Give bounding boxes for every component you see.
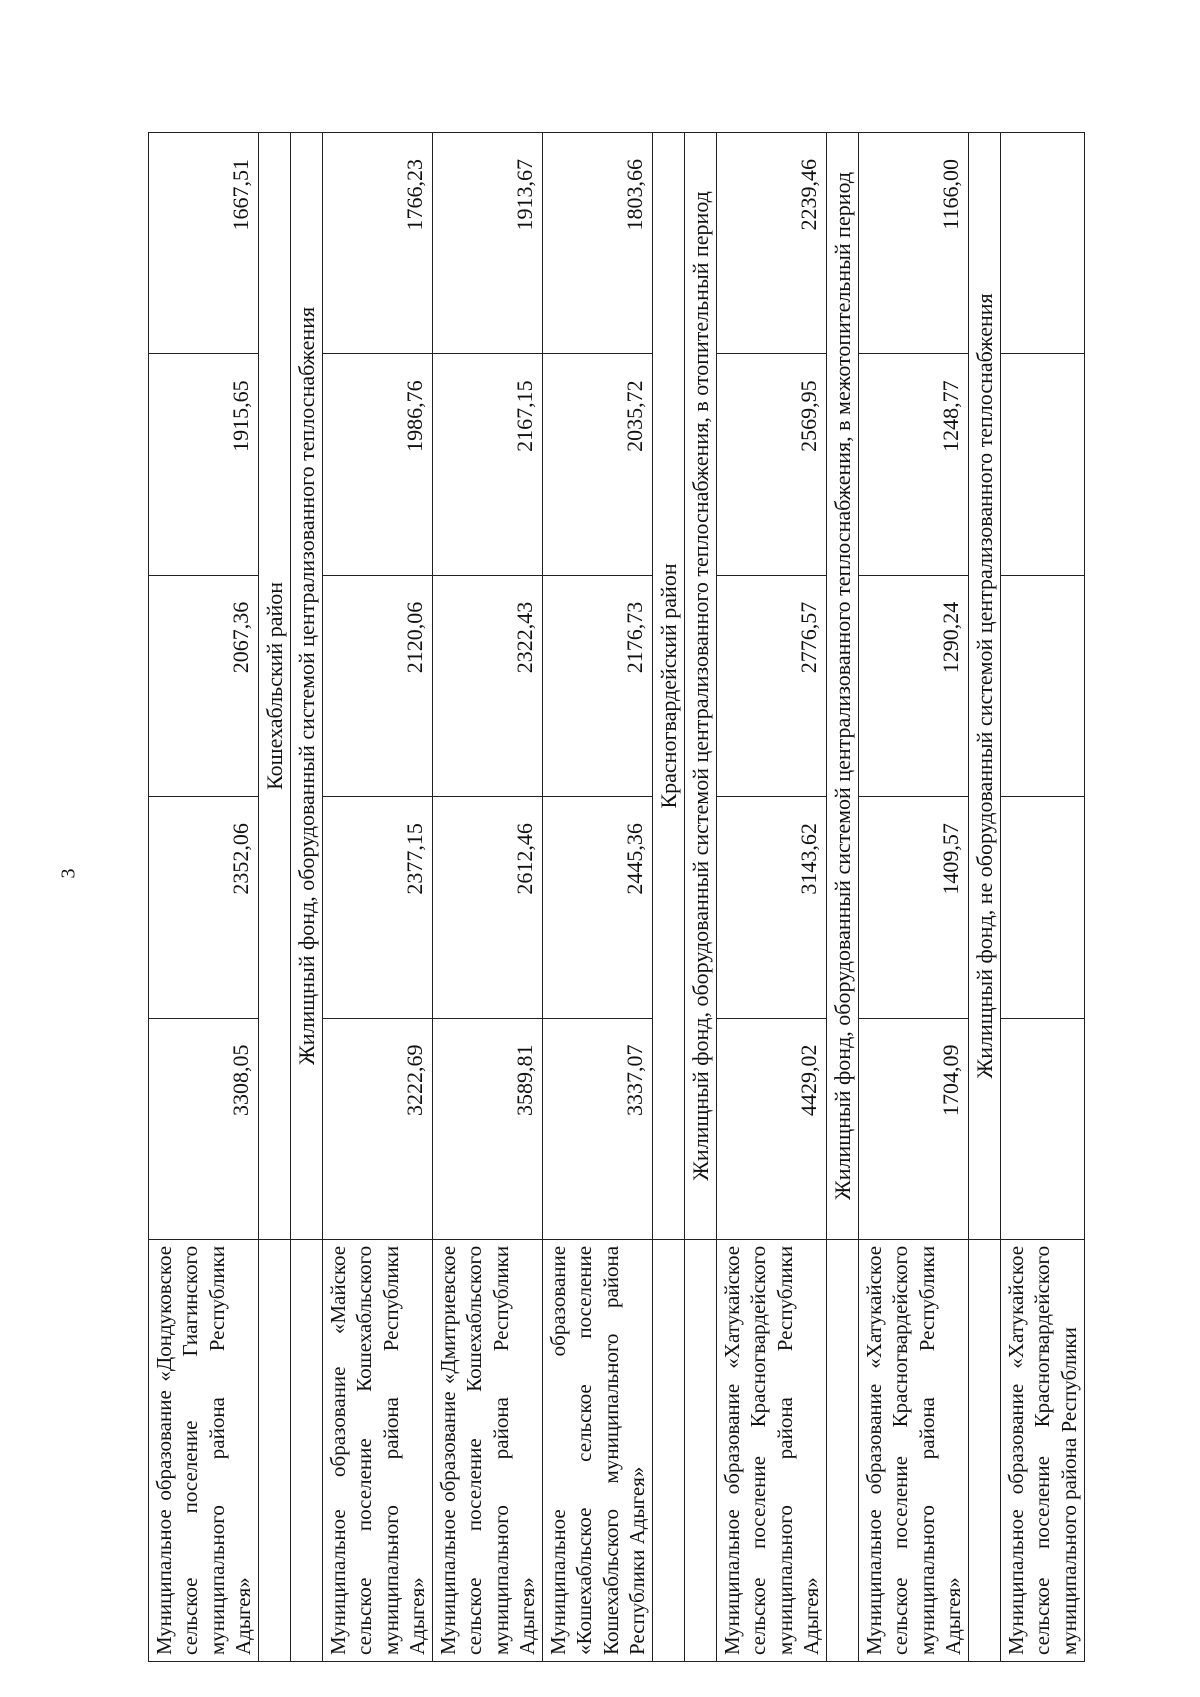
section-header: Жилищный фонд, не оборудованный системой централизованного теплоснабжения [969, 133, 1001, 1240]
section-header: Кошехабльский район [259, 133, 291, 1240]
section-header-blank-cell [685, 1239, 717, 1661]
value-cell [1001, 354, 1085, 575]
section-header-row [827, 133, 859, 1662]
value-cell: 2239,46 [717, 133, 827, 354]
section-header-row [685, 133, 717, 1662]
municipality-name-cell: Муниципальное образование «Дмитриевское сельское поселение Кошехабльского муниципального района Республики Адыгея» [433, 1239, 543, 1661]
value-cell: 2352,06 [149, 797, 259, 1018]
value-cell: 3143,62 [717, 797, 827, 1018]
value-cell: 1166,00 [859, 133, 969, 354]
value-cell: 2067,36 [149, 575, 259, 796]
table-row [717, 133, 827, 1662]
value-cell: 2612,46 [433, 797, 543, 1018]
value-cell: 2377,15 [323, 797, 433, 1018]
value-cell: 1290,24 [859, 575, 969, 796]
section-header-row [291, 133, 323, 1662]
value-cell: 3337,07 [543, 1018, 653, 1239]
value-cell: 2176,73 [543, 575, 653, 796]
value-cell: 2120,06 [323, 575, 433, 796]
section-header-blank-cell [827, 1239, 859, 1661]
value-cell: 2445,36 [543, 797, 653, 1018]
value-cell [1001, 575, 1085, 796]
municipality-name-cell: Муниципальное образование «Дондуковское сельское поселение Гиагинского муниципального района Республики Адыгея» [149, 1239, 259, 1661]
section-header: Жилищный фонд, оборудованный системой централизованного теплоснабжения, в отопительный период [685, 133, 717, 1240]
table-row [543, 133, 653, 1662]
section-header-row [259, 133, 291, 1662]
value-cell: 3308,05 [149, 1018, 259, 1239]
section-header-row [969, 133, 1001, 1662]
page-number: 3 [57, 868, 80, 879]
section-header-blank-cell [291, 1239, 323, 1661]
value-cell: 1704,09 [859, 1018, 969, 1239]
value-cell: 1986,76 [323, 354, 433, 575]
municipality-name-cell: Муниципальное образование «Хатукайское сельское поселение Красногвардейского муниципального района Республики Адыгея» [717, 1239, 827, 1661]
municipality-name-cell: Муниципальное образование «Кошехабльское сельское поселение Кошехабльского муниципального района Республики Адыгея» [543, 1239, 653, 1661]
section-header-blank-cell [969, 1239, 1001, 1661]
table-row [1001, 133, 1085, 1662]
value-cell: 2167,15 [433, 354, 543, 575]
value-cell: 1766,23 [323, 133, 433, 354]
municipality-name-cell: Муниципальное образование «Майское сельское поселение Кошехабльского муниципального района Республики Адыгея» [323, 1239, 433, 1661]
tariff-table [148, 132, 1085, 1662]
value-cell: 1667,51 [149, 133, 259, 354]
value-cell [1001, 1018, 1085, 1239]
value-cell: 1803,66 [543, 133, 653, 354]
table-row [859, 133, 969, 1662]
section-header: Жилищный фонд, оборудованный системой централизованного теплоснабжения, в межотопительный период [827, 133, 859, 1240]
value-cell: 4429,02 [717, 1018, 827, 1239]
table-row [149, 133, 259, 1662]
section-header-row [653, 133, 685, 1662]
value-cell: 3589,81 [433, 1018, 543, 1239]
value-cell: 2776,57 [717, 575, 827, 796]
municipality-name-cell: Муниципальное образование «Хатукайское сельское поселение Красногвардейского муниципального района Республики [1001, 1239, 1085, 1661]
table-row [433, 133, 543, 1662]
value-cell: 1248,77 [859, 354, 969, 575]
value-cell [1001, 133, 1085, 354]
tariff-table-container [148, 132, 1081, 1662]
value-cell: 2569,95 [717, 354, 827, 575]
value-cell: 1915,65 [149, 354, 259, 575]
section-header-blank-cell [259, 1239, 291, 1661]
section-header: Жилищный фонд, оборудованный системой централизованного теплоснабжения [291, 133, 323, 1240]
table-row [323, 133, 433, 1662]
section-header: Красногвардейский район [653, 133, 685, 1240]
value-cell [1001, 797, 1085, 1018]
municipality-name-cell: Муниципальное образование «Хатукайское сельское поселение Красногвардейского муниципального района Республики Адыгея» [859, 1239, 969, 1661]
value-cell: 1409,57 [859, 797, 969, 1018]
section-header-blank-cell [653, 1239, 685, 1661]
value-cell: 3222,69 [323, 1018, 433, 1239]
value-cell: 2322,43 [433, 575, 543, 796]
value-cell: 2035,72 [543, 354, 653, 575]
value-cell: 1913,67 [433, 133, 543, 354]
